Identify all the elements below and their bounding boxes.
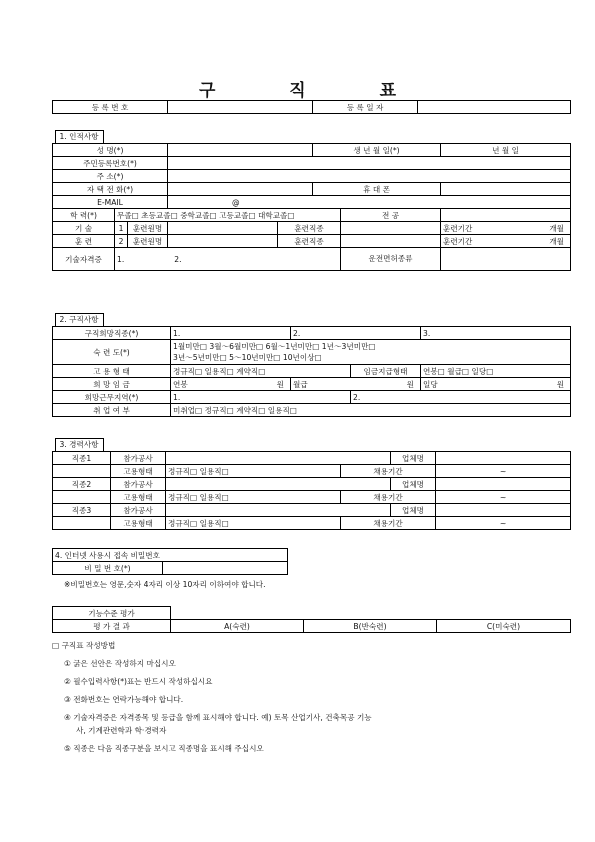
wage-daily[interactable] — [421, 378, 571, 391]
cert-label: 기술자격증 — [53, 248, 115, 271]
training-2-period-label: 훈련기간 — [443, 236, 473, 246]
password-label: 비 밀 번 호(*) — [53, 562, 163, 575]
training-1-name-label: 훈련원명 — [128, 222, 168, 235]
major-field[interactable] — [441, 209, 571, 222]
reg-date-label: 등 록 일 자 — [313, 101, 418, 114]
career-1-period-label: 채용기간 — [341, 465, 436, 478]
wage-annual-unit: 원 — [276, 379, 284, 389]
training-label-b: 훈 련 — [53, 235, 115, 248]
career-3-company-field[interactable] — [436, 504, 571, 517]
section-2-title: 2. 구직사항 — [55, 313, 104, 326]
job-wish-2[interactable]: 2. — [291, 327, 421, 340]
address-field[interactable] — [168, 170, 571, 183]
email-label: E-MAIL — [53, 196, 168, 209]
instruction-5: ⑤ 직종은 다음 직종구분을 보시고 직종명을 표시해 주십시오 — [64, 744, 264, 753]
career-2-emp-label: 고용형태 — [111, 491, 166, 504]
reg-no-label: 등 록 번 호 — [53, 101, 168, 114]
career-2-company-label: 업체명 — [391, 478, 436, 491]
region-2[interactable]: 2. — [351, 391, 571, 404]
wage-type-options[interactable]: 연봉□ 월급□ 일당□ — [421, 365, 571, 378]
career-3-emp-options[interactable]: 정규직□ 일용직□ — [166, 517, 341, 530]
training-2-months: 개월 — [549, 236, 565, 246]
training-1-period-label: 훈련기간 — [443, 223, 473, 233]
education-label: 학 력(*) — [53, 209, 115, 222]
license-field[interactable] — [441, 248, 571, 271]
training-2-name-field[interactable] — [168, 235, 278, 248]
career-2-emp-options[interactable]: 정규직□ 일용직□ — [166, 491, 341, 504]
instructions-heading: □ 구직표 작성방법 — [52, 641, 116, 650]
section-1-title: 1. 인적사항 — [55, 130, 104, 143]
training-1-name-field[interactable] — [168, 222, 278, 235]
training-1-period[interactable] — [441, 222, 571, 235]
career-2-label: 직종2 — [53, 478, 111, 491]
training-2-no: 2 — [115, 235, 128, 248]
password-table — [52, 548, 288, 575]
cert-1: 1. — [117, 254, 125, 264]
career-3-company-label: 업체명 — [391, 504, 436, 517]
cert-field[interactable] — [115, 248, 341, 271]
wage-annual[interactable] — [171, 378, 291, 391]
form-title: 구 직 표 — [198, 81, 431, 101]
emp-type-options[interactable]: 정규직□ 일용직□ 계약직□ — [171, 365, 351, 378]
cert-2: 2. — [174, 254, 182, 264]
skill-line-1: 1월미만□ 3월～6월미만□ 6월～1년미만□ 1년～3년미만□ — [173, 342, 376, 351]
career-1-emp-label: 고용형태 — [111, 465, 166, 478]
evaluation-c[interactable]: C(미숙련) — [437, 620, 571, 633]
career-3-participant-label: 참가공사 — [111, 504, 166, 517]
home-phone-field[interactable] — [168, 183, 313, 196]
career-2-company-field[interactable] — [436, 478, 571, 491]
mobile-field[interactable] — [441, 183, 571, 196]
skill-line-2: 3년～5년미만□ 5～10년미만□ 10년이상□ — [173, 353, 322, 362]
wage-monthly[interactable] — [291, 378, 421, 391]
career-1-label: 직종1 — [53, 452, 111, 465]
career-1-participant-label: 참가공사 — [111, 452, 166, 465]
education-options[interactable]: 무졸□ 초등교졸□ 중학교졸□ 고등교졸□ 대학교졸□ — [115, 209, 341, 222]
address-label: 주 소(*) — [53, 170, 168, 183]
birth-field[interactable]: 년 월 일 — [441, 144, 571, 157]
career-2-period-field[interactable]: ~ — [436, 491, 571, 504]
birth-label: 생 년 월 일(*) — [313, 144, 441, 157]
career-2-participant-field[interactable] — [166, 478, 391, 491]
password-field[interactable] — [163, 562, 288, 575]
rrn-label: 주민등록번호(*) — [53, 157, 168, 170]
password-note: ※비밀번호는 영문,숫자 4자리 이상 10자리 이하여야 합니다. — [64, 580, 266, 589]
career-1-participant-field[interactable] — [166, 452, 391, 465]
career-1-company-field[interactable] — [436, 452, 571, 465]
wage-daily-label: 일당 — [423, 379, 438, 389]
instruction-4-cont: 사, 기계관련학과 학·경력자 — [76, 726, 167, 735]
training-1-type-label: 훈련직종 — [278, 222, 341, 235]
evaluation-title: 기능수준 평가 — [53, 607, 171, 620]
training-1-no: 1 — [115, 222, 128, 235]
rrn-field[interactable] — [168, 157, 571, 170]
section-3-title: 3. 경력사항 — [55, 438, 104, 451]
career-3-period-field[interactable]: ~ — [436, 517, 571, 530]
employment-status-label: 취 업 여 부 — [53, 404, 171, 417]
instruction-3: ③ 전화번호는 연락가능해야 합니다. — [64, 695, 184, 704]
career-table — [52, 438, 571, 530]
reg-date-field[interactable] — [418, 101, 571, 114]
training-2-type-field[interactable] — [341, 235, 441, 248]
registration-table — [52, 100, 571, 114]
training-label-a: 기 술 — [53, 222, 115, 235]
training-2-name-label: 훈련원명 — [128, 235, 168, 248]
evaluation-b[interactable]: B(반숙련) — [304, 620, 437, 633]
career-2-participant-label: 참가공사 — [111, 478, 166, 491]
job-wish-1[interactable]: 1. — [171, 327, 291, 340]
instruction-2: ② 필수입력사항(*)표는 반드시 작성하십시요 — [64, 677, 213, 686]
major-label: 전 공 — [341, 209, 441, 222]
skill-label: 숙 련 도(*) — [53, 340, 171, 365]
training-1-months: 개월 — [549, 223, 565, 233]
job-wish-3[interactable]: 3. — [421, 327, 571, 340]
region-1[interactable]: 1. — [171, 391, 351, 404]
wage-annual-label: 연봉 — [173, 379, 188, 389]
email-at: @ — [232, 197, 240, 207]
employment-status-options[interactable]: 미취업□ 정규직□ 계약직□ 일용직□ — [171, 404, 571, 417]
career-1-company-label: 업체명 — [391, 452, 436, 465]
evaluation-table — [52, 606, 571, 633]
instructions — [52, 640, 572, 761]
training-1-type-field[interactable] — [341, 222, 441, 235]
instruction-4: ④ 기술자격증은 자격종목 및 등급을 함께 표시해야 합니다. 예) 토목 산업기사, 건축목공 기능 — [64, 713, 372, 722]
reg-no-field[interactable] — [168, 101, 313, 114]
wage-monthly-unit: 원 — [406, 379, 414, 389]
name-field[interactable] — [168, 144, 313, 157]
career-1-period-field[interactable]: ~ — [436, 465, 571, 478]
personal-info-table — [52, 130, 571, 271]
section-4-title: 4. 인터넷 사용시 접속 비밀번호 — [53, 549, 288, 562]
wage-label: 희 망 임 금 — [53, 378, 171, 391]
job-wish-label: 구직희망직종(*) — [53, 327, 171, 340]
wage-monthly-label: 월급 — [293, 379, 308, 389]
wage-type-label: 임금지급형태 — [351, 365, 421, 378]
evaluation-a[interactable]: A(숙련) — [171, 620, 304, 633]
email-field[interactable] — [168, 196, 571, 209]
career-2-period-label: 채용기간 — [341, 491, 436, 504]
job-search-table — [52, 313, 571, 417]
region-label: 희망근무지역(*) — [53, 391, 171, 404]
career-1-emp-options[interactable]: 정규직□ 일용직□ — [166, 465, 341, 478]
license-label: 운전면허종류 — [341, 248, 441, 271]
mobile-label: 휴 대 폰 — [313, 183, 441, 196]
training-2-type-label: 훈련직종 — [278, 235, 341, 248]
wage-daily-unit: 원 — [556, 379, 565, 389]
instruction-1: ① 굵은 선안은 작성하지 마십시오 — [64, 659, 176, 668]
career-3-label: 직종3 — [53, 504, 111, 517]
home-phone-label: 자 택 전 화(*) — [53, 183, 168, 196]
name-label: 성 명(*) — [53, 144, 168, 157]
evaluation-label: 평 가 결 과 — [53, 620, 171, 633]
career-3-participant-field[interactable] — [166, 504, 391, 517]
career-3-emp-label: 고용형태 — [111, 517, 166, 530]
emp-type-label: 고 용 형 태 — [53, 365, 171, 378]
training-2-period[interactable] — [441, 235, 571, 248]
career-3-period-label: 채용기간 — [341, 517, 436, 530]
skill-options[interactable] — [171, 340, 571, 365]
